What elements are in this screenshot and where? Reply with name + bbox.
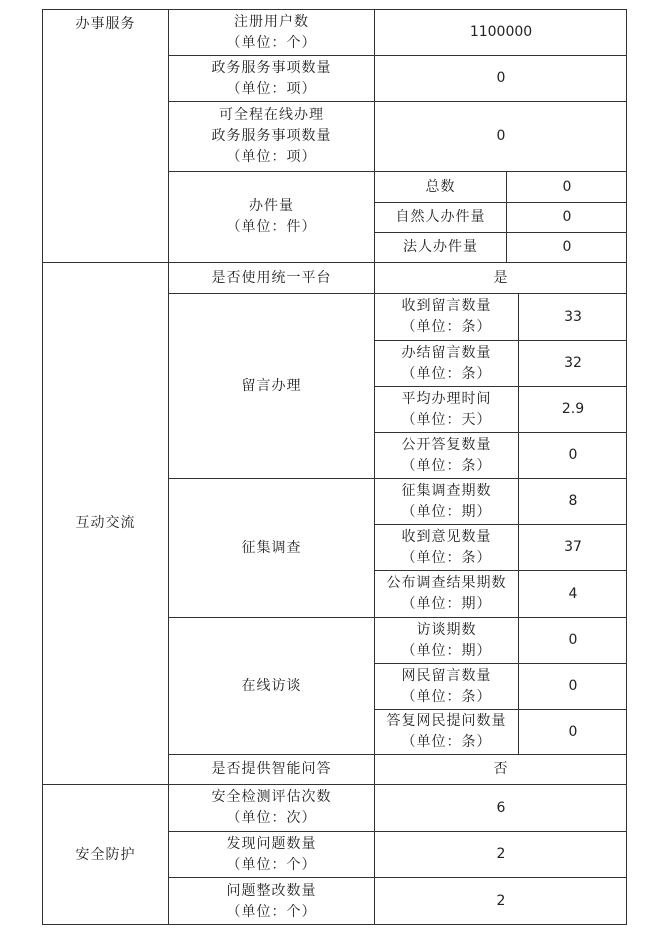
section-service-label: 办事服务: [42, 9, 168, 262]
interview-periods-value: 0: [518, 617, 627, 663]
service-items-label: 政务服务事项数量 （单位：项）: [168, 55, 374, 101]
survey-results-published-value: 4: [518, 570, 627, 617]
registered-users-value: 1100000: [374, 9, 627, 55]
section-security-label: 安全防护: [42, 784, 168, 925]
messages-received-value: 33: [518, 293, 627, 340]
smart-qa-value: 否: [374, 754, 627, 784]
online-service-items-label: 可全程在线办理 政务服务事项数量 （单位：项）: [168, 101, 374, 171]
survey-periods-label: 征集调查期数 （单位：期）: [374, 478, 518, 524]
opinions-received-value: 37: [518, 524, 627, 570]
netizen-questions-answered-label: 答复网民提问数量 （单位：条）: [374, 709, 518, 754]
service-items-value: 0: [374, 55, 627, 101]
online-interview-label: 在线访谈: [168, 617, 374, 754]
public-replies-label: 公开答复数量 （单位：条）: [374, 432, 518, 478]
avg-handling-time-label: 平均办理时间 （单位：天）: [374, 386, 518, 432]
messages-closed-label: 办结留言数量 （单位：条）: [374, 340, 518, 386]
opinions-received-label: 收到意见数量 （单位：条）: [374, 524, 518, 570]
netizen-messages-label: 网民留言数量 （单位：条）: [374, 663, 518, 709]
case-natural-person-value: 0: [506, 202, 627, 232]
netizen-questions-answered-value: 0: [518, 709, 627, 754]
netizen-messages-value: 0: [518, 663, 627, 709]
issues-found-value: 2: [374, 831, 627, 877]
security-checks-label: 安全检测评估次数 （单位：次）: [168, 784, 374, 831]
issues-fixed-label: 问题整改数量 （单位：个）: [168, 877, 374, 925]
case-natural-person-label: 自然人办件量: [374, 202, 506, 232]
public-replies-value: 0: [518, 432, 627, 478]
survey-results-published-label: 公布调查结果期数 （单位：期）: [374, 570, 518, 617]
message-handling-label: 留言办理: [168, 293, 374, 478]
online-service-items-value: 0: [374, 101, 627, 171]
case-legal-person-label: 法人办件量: [374, 232, 506, 262]
case-legal-person-value: 0: [506, 232, 627, 262]
stats-table: [42, 9, 627, 925]
security-checks-value: 6: [374, 784, 627, 831]
issues-fixed-value: 2: [374, 877, 627, 925]
unified-platform-value: 是: [374, 262, 627, 293]
interview-periods-label: 访谈期数 （单位：期）: [374, 617, 518, 663]
avg-handling-time-value: 2.9: [518, 386, 627, 432]
survey-label: 征集调查: [168, 478, 374, 617]
section-interaction-label: 互动交流: [42, 262, 168, 784]
case-total-value: 0: [506, 171, 627, 202]
messages-received-label: 收到留言数量 （单位：条）: [374, 293, 518, 340]
unified-platform-label: 是否使用统一平台: [168, 262, 374, 293]
survey-periods-value: 8: [518, 478, 627, 524]
smart-qa-label: 是否提供智能问答: [168, 754, 374, 784]
case-volume-label: 办件量 （单位：件）: [168, 171, 374, 262]
messages-closed-value: 32: [518, 340, 627, 386]
issues-found-label: 发现问题数量 （单位：个）: [168, 831, 374, 877]
registered-users-label: 注册用户数 （单位：个）: [168, 9, 374, 55]
case-total-label: 总数: [374, 171, 506, 202]
